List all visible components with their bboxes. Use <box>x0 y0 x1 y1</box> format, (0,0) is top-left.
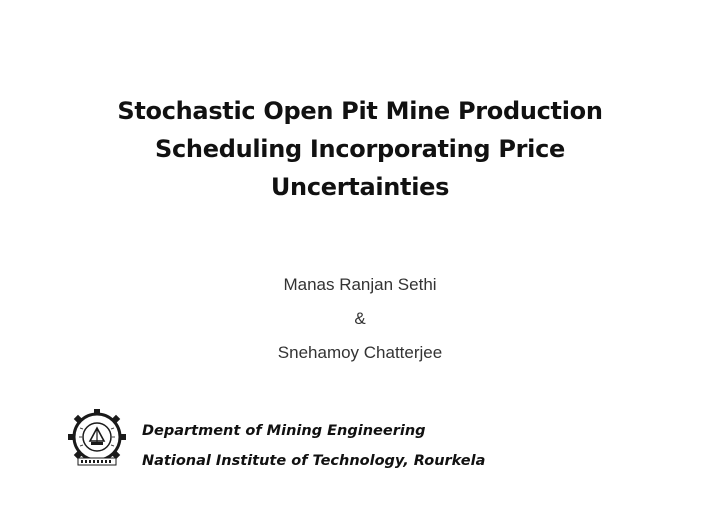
slide-title: Stochastic Open Pit Mine Production Scheduling Incorporating Price Uncertainties <box>117 97 603 201</box>
author-name-second: Snehamoy Chatterjee <box>277 343 443 362</box>
institute-seal-icon <box>66 408 128 466</box>
affiliation-block <box>142 416 485 476</box>
institute-name: National Institute of Technology, Rourkela <box>142 453 486 469</box>
department-name: Department of Mining Engineering <box>142 423 426 439</box>
author-block <box>150 270 570 372</box>
author-separator: & <box>354 309 366 328</box>
author-name-first: Manas Ranjan Sethi <box>283 275 437 294</box>
